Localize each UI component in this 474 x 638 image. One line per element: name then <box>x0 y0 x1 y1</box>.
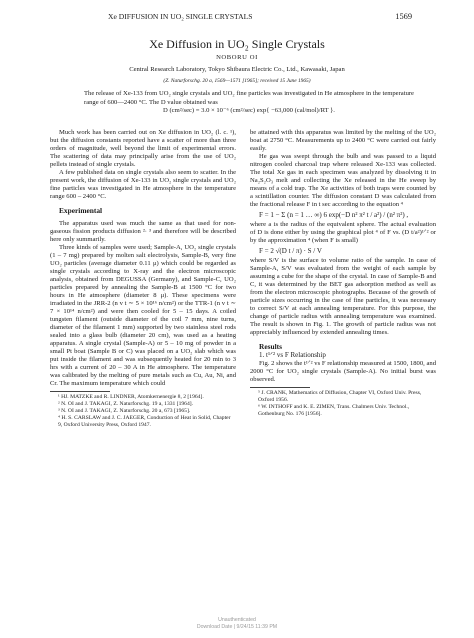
abstract-text: The release of Xe-133 from UO₂ single crystals and UO₂ fine particles was investigated in He atmosphere in the temperature range of 600—2400 °C. The D value obtained was <box>84 90 414 106</box>
page-number: 1569 <box>395 12 412 21</box>
paragraph: where S/V is the surface to volume ratio of the sample. In case of Sample-A, S/V was evaluated from the weight of each sample by assuming a cube for the shape of the crystal. In case of Sample-B and C, it was determined by the BET gas adsorption method as well as from the electron microscopic photographs. Because of the growth of particle sizes occurring in the case of fine particles, it was necessary to correct S/V at each annealing temperature. For this purpose, the change of particle radius with annealing temperature was examined. The result is shown in Fig. 1. The growth of particle radius was not appreciably influenced by extended annealing times. <box>250 257 436 336</box>
author-name: NOBORU OI <box>216 54 258 61</box>
abstract-formula: D (cm²/sec) = 3.0 × 10⁻⁶ (cm²/sec) exp{ −63,000 (cal/mol)/RT }. <box>163 107 335 115</box>
footnote-rule <box>250 387 310 388</box>
abstract <box>84 90 414 116</box>
footnote: ⁶ W. INTHOFF and K. E. ZIMEN, Trans. Chalmers Univ. Technol., Gothenburg No. 176 [1956]. <box>258 404 410 417</box>
watermark-line-2: Download Date | 9/24/15 11:39 PM <box>196 624 278 630</box>
affiliation: Central Research Laboratory, Tokyo Shibaura Electric Co., Ltd., Kawasaki, Japan <box>129 66 345 73</box>
right-column <box>250 129 436 418</box>
footnote: ³ N. OI and J. TAKAGI, Z. Naturforschg. 20 a, 673 [1965]. <box>58 408 191 414</box>
paragraph: The apparatus used was much the same as that used for non-gaseous fission products diffusion ²· ³ and therefore will be described here only summarily. <box>50 220 236 243</box>
running-head-title: Xe DIFFUSION IN UO₂ SINGLE CRYSTALS <box>108 12 253 21</box>
running-head <box>0 12 474 24</box>
footnote: ¹ HJ. MATZKE and R. LINDNER, Atomkernenergie 8, 2 [1964]. <box>58 394 204 400</box>
subsection-heading: 1. t¹ᐟ² vs F Relationship <box>259 351 326 359</box>
left-column <box>50 129 236 429</box>
section-heading-experimental: Experimental <box>59 206 103 215</box>
paragraph: Fig. 2 shows the t¹ᐟ² vs F relationship measured at 1500, 1800, and 2000 °C for UO₂ single crystals (Sample-A). No initial burst was observed. <box>250 360 436 383</box>
footnote: ⁵ J. CRANK, Mathematics of Diffusion, Chapter VI, Oxford Univ. Press, Oxford 1956. <box>258 390 422 403</box>
footnote-rule <box>50 391 110 392</box>
footnote: ⁴ H. S. CARSLAW and J. C. JAEGER, Conduction of Heat in Solid, Chapter 9, Oxford University Press, Oxford 1947. <box>58 415 231 428</box>
equation-approximation: F = 2 √(D t / π) · S / V <box>259 247 322 255</box>
equation-fractional-release: F = 1 − Σ (n = 1 … ∞) 6 exp(−D n² π² t / a²) / (n² π²) , <box>259 211 409 219</box>
paragraph: A few published data on single crystals also seem to scatter. In the present work, the diffusion of Xe-133 in UO₂ single crystals and UO₂ fine particles was investigated in He atmosphere in the temperature range 600 – 2400 °C. <box>50 169 236 200</box>
paragraph: Three kinds of samples were used; Sample-A, UO₂ single crystals (1 – 7 mg) prepared by molten salt electrolysis, Sample-B, very fine UO₂ particles (average diameter 0.11 μ) which could be regarded as single crystals according to X-ray and the electron microscopic analysis, obtained from DEGUSSA (Germany), and Sample-C, UO₂ particles prepared by annealing the Sample-B at 1500 °C for two hours in He atmosphere (diameter 8 μ). These specimens were irradiated in the JRR-2 (n v t ∼ 5 × 10¹⁶ n/cm²) or the TTR-1 (n v t ∼ 7 × 10¹⁴ n/cm²) and were then cooled for 5 – 15 days. A coiled tungsten filament (outside diameter of the coil 7 mm, nine turns, diameter of the filament 1 mm) supported by two stainless steel rods sealed into a glass bulb (diameter 20 cm), was used as a heating apparatus. A single crystal (Sample-A) or 5 – 10 mg of powder in a small Pt boat (Sample B or C) was placed on a UO₂ slab which was put inside the filament and was subsequently heated for 20 min to 3 hrs with a current of 20 – 30 A in He atmosphere. The temperature was calibrated by the melting of pure metals such as Cu, Au, Ni, and Cr. The maximum temperature which could <box>50 244 236 387</box>
paragraph: Much work has been carried out on Xe diffusion in UO₂ (l. c. ¹), but the diffusion constants reported have a scatter of more than three orders of magnitude, well beyond the limit of experimental errors. The scattering of data may principally arise from the use of UO₂ pellets instead of single crystals. <box>50 129 236 168</box>
received-line: (Z. Naturforschg. 20 a, 1569—1571 [1965]; received 15 June 1965) <box>163 78 311 84</box>
article-title: Xe Diffusion in UO₂ Single Crystals <box>149 37 325 51</box>
watermark-line-1: Unauthenticated <box>218 617 256 623</box>
section-heading-results: Results <box>259 342 282 351</box>
paragraph: He gas was swept through the bulb and was passed to a liquid nitrogen cooled charcoal trap where released Xe-133 was collected. The total Xe gas in each specimen was analyzed by dissolving it in Na₂S₂O₃ melt and collecting the Xe released in the He sweep by means of a cold trap. The Xe activities of both traps were counted by a scintillation counter. The diffusion constant D was calculated from the fractional release F in t sec according to the equation ⁴ <box>250 153 436 208</box>
paragraph: be attained with this apparatus was limited by the melting of the UO₂ boat at 2750 °C. Measurements up to 2400 °C were carried out fairly easily. <box>250 129 436 152</box>
footnote: ² N. OI and J. TAKAGI, Z. Naturforschg. 19 a, 1331 [1964]. <box>58 401 194 407</box>
paragraph: where a is the radius of the equivalent sphere. The actual evaluation of D is done either by using the graphical plot ⁴ of F vs. (D t/a²)¹ᐟ² or by the approximation ⁴ (when F is small) <box>250 221 436 244</box>
